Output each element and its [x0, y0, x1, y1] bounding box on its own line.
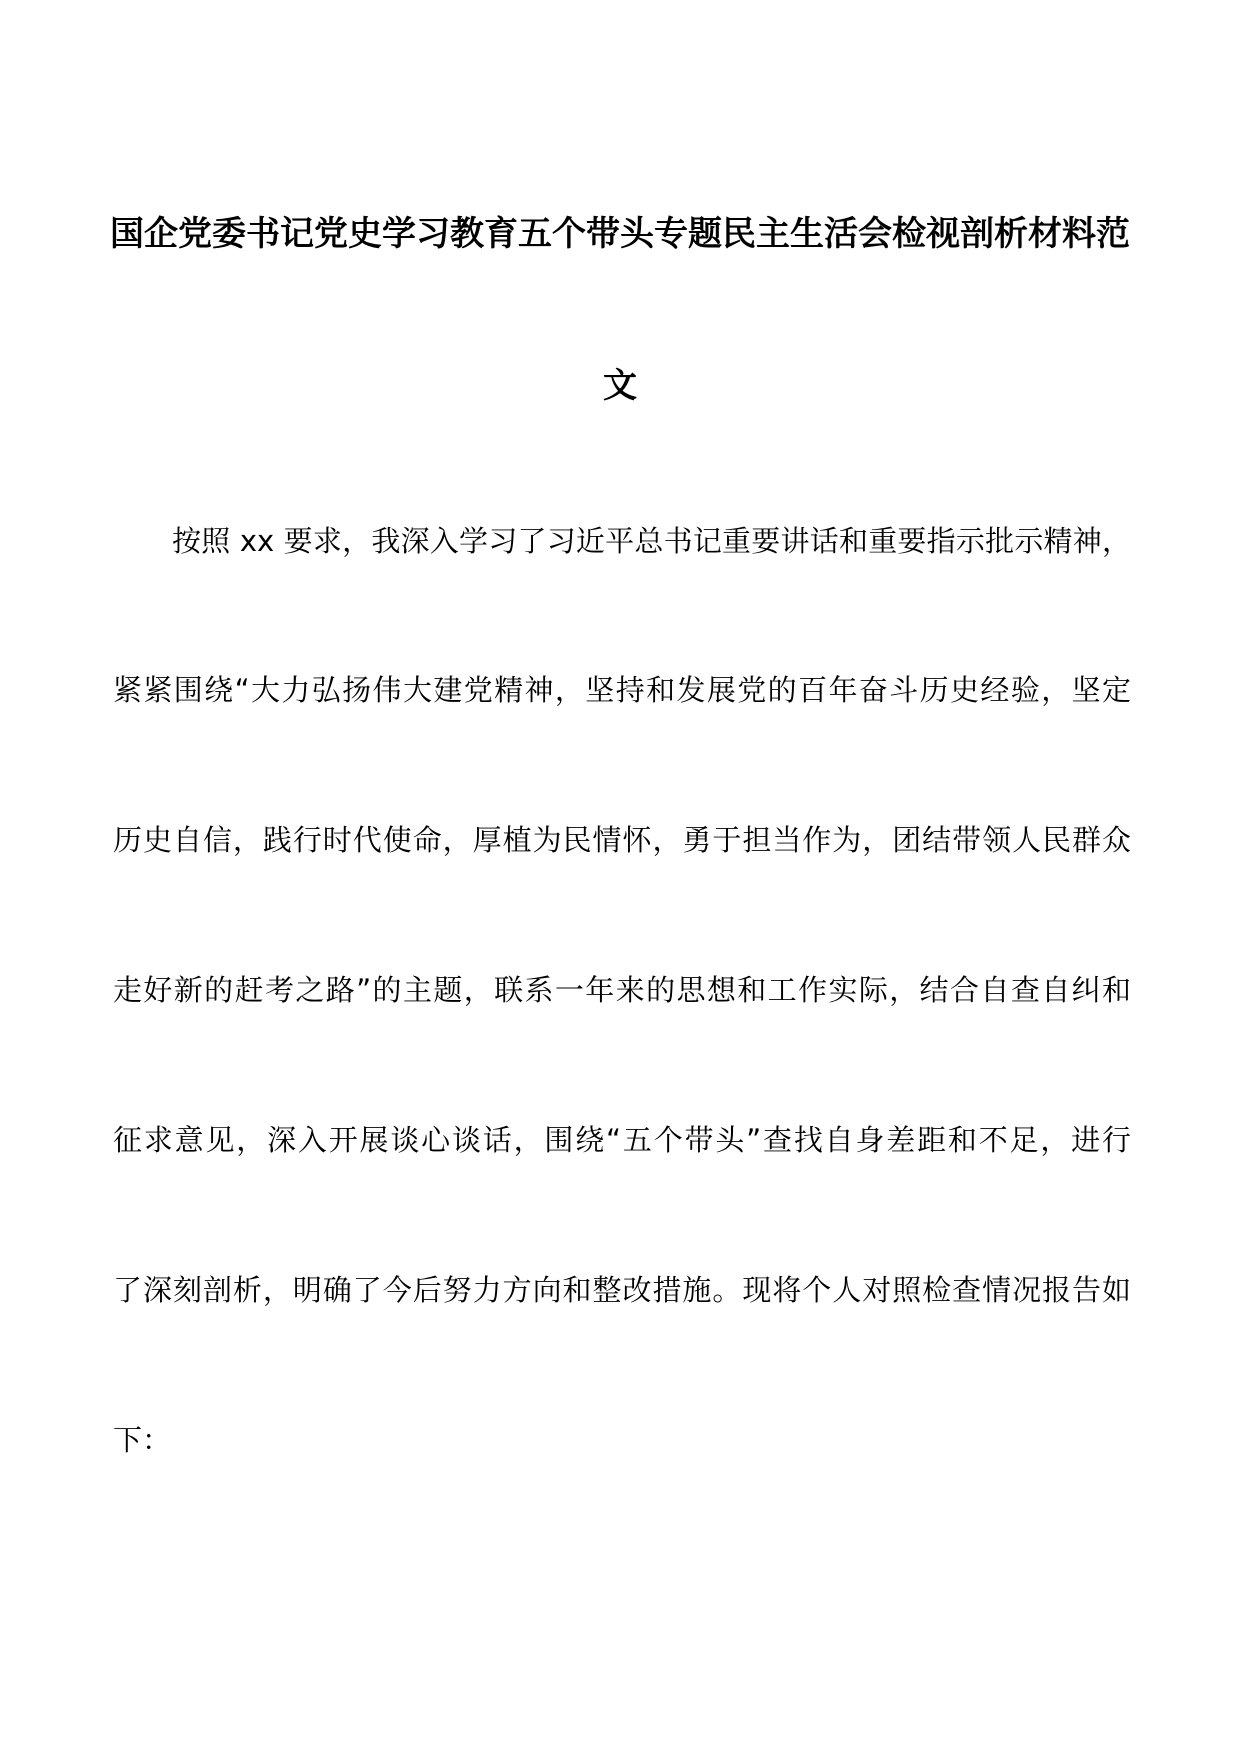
- body-text-line-7: 下：: [113, 1423, 172, 1457]
- body-text-line-5: 征求意见，深入开展谈心谈话，围绕“五个带头”查找自身差距和不足，进行: [113, 1123, 1131, 1157]
- body-text-line-3: 历史自信，践行时代使命，厚植为民情怀，勇于担当作为，团结带领人民群众: [113, 823, 1131, 857]
- body-text-line-4: 走好新的赶考之路”的主题，联系一年来的思想和工作实际，结合自查自纠和: [113, 973, 1131, 1007]
- document-title-line-1: 国企党委书记党史学习教育五个带头专题民主生活会检视剖析材料范: [110, 214, 1130, 254]
- body-text-line-2: 紧紧围绕“大力弘扬伟大建党精神，坚持和发展党的百年奋斗历史经验，坚定: [113, 673, 1131, 707]
- document-title-line-2: 文: [603, 366, 637, 406]
- body-text-line-1: 按照 xx 要求，我深入学习了习近平总书记重要讲话和重要指示批示精神，: [172, 524, 1131, 558]
- body-text-line-6: 了深刻剖析，明确了今后努力方向和整改措施。现将个人对照检查情况报告如: [113, 1273, 1131, 1307]
